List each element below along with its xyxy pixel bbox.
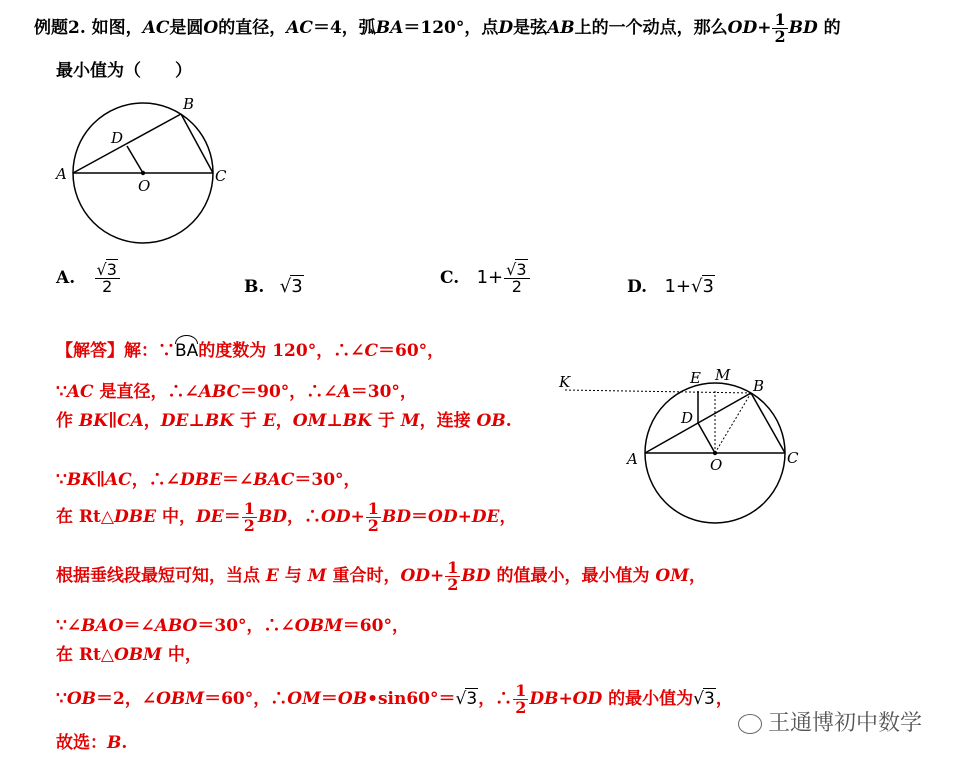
segment-od <box>698 423 715 453</box>
math-var: ABC <box>198 382 241 402</box>
segment-ob <box>715 393 751 453</box>
solution-text: ∵ <box>56 382 67 402</box>
radicand: 3 <box>516 260 527 279</box>
solution-text: ，∴ <box>478 689 513 709</box>
math-var: OB <box>66 689 97 709</box>
math-var: BK∥CA <box>78 411 144 431</box>
chord-bc <box>181 114 213 173</box>
problem-text: 的 <box>823 18 841 38</box>
solution-text: 的度数为 120°，∴∠ <box>198 341 365 361</box>
solution-text: ∵∠ <box>56 616 82 636</box>
math-var: BAO <box>81 616 124 636</box>
solution-text: 作 <box>56 411 79 431</box>
solution-text: ， <box>143 411 161 431</box>
solution-line-3 <box>56 410 512 432</box>
fraction-half <box>513 683 528 716</box>
solution-text: 重合时， <box>326 566 401 586</box>
fraction-half <box>242 501 257 534</box>
solution-line-2 <box>56 381 417 403</box>
arc-ba <box>175 340 198 362</box>
math-var: BD <box>381 507 412 527</box>
solution-text: 是直径，∴∠ <box>93 382 199 402</box>
problem-text: 的直径， <box>218 18 287 38</box>
option-c[interactable] <box>440 262 531 295</box>
problem-text: 是圆 <box>169 18 204 38</box>
problem-text: 是弦 <box>513 18 548 38</box>
problem-text: 上的一个动点，那么 <box>574 18 728 38</box>
math-var: E <box>262 411 276 431</box>
math-var: OD+DE <box>428 507 500 527</box>
frac-den: 2 <box>511 277 522 296</box>
option-d-prefix: 1+ <box>664 276 692 297</box>
solution-text: ＝ <box>223 507 241 527</box>
center-point <box>713 451 717 455</box>
solution-text: ＝∠ <box>222 470 254 490</box>
solution-text: ，连接 <box>419 411 477 431</box>
fraction-half <box>366 501 381 534</box>
solution-line-7 <box>56 615 409 637</box>
radicand: 3 <box>704 689 715 709</box>
frac-den: 2 <box>102 277 113 296</box>
solution-text: ＝60°， <box>377 341 445 361</box>
solution-text: ＝ <box>320 689 338 709</box>
solution-text: ∵ <box>56 689 67 709</box>
math-var: OM <box>292 411 327 431</box>
math-var: OB <box>337 689 368 709</box>
math-var: OD+ <box>400 566 445 586</box>
solution-text: 的最小值为 <box>602 689 694 709</box>
solution-line-5 <box>56 501 517 534</box>
solution-text: 的值最小，最小值为 <box>490 566 656 586</box>
solution-text: ∵ <box>56 470 67 490</box>
solution-text: 于 <box>233 411 263 431</box>
radicand: 3 <box>291 276 303 297</box>
segment-od <box>127 146 143 173</box>
solution-text: 故选： <box>56 733 107 753</box>
fraction-half <box>772 12 787 45</box>
solution-text: . <box>505 411 512 431</box>
chord-ab <box>73 114 181 173</box>
label-k: K <box>559 373 571 391</box>
option-b[interactable] <box>244 276 304 297</box>
option-a[interactable] <box>56 262 121 295</box>
solution-text: ， <box>689 566 707 586</box>
math-var: BK∥AC <box>66 470 132 490</box>
math-var: BK <box>204 411 234 431</box>
math-var: OBM <box>113 645 162 665</box>
frac-num: 1 <box>774 10 786 29</box>
wechat-icon <box>738 714 762 734</box>
radicand: 3 <box>466 689 478 709</box>
solution-line-6 <box>56 560 706 593</box>
frac-den: 2 <box>515 698 527 717</box>
math-var: E <box>265 566 279 586</box>
math-var: BK <box>342 411 372 431</box>
solution-text: ⊥ <box>326 411 343 431</box>
frac-num: 1 <box>447 558 459 577</box>
solution-text: 与 <box>278 566 308 586</box>
frac-num: 1 <box>515 681 527 700</box>
label-e: E <box>690 369 701 387</box>
math-var: DBE <box>113 507 157 527</box>
solution-text: 中， <box>161 645 202 665</box>
sqrt-3: √3 <box>693 689 715 709</box>
problem-text: 如图， <box>91 18 143 38</box>
label-a: A <box>56 165 67 183</box>
solution-text: ⊥ <box>188 411 205 431</box>
math-var: BD <box>788 18 818 38</box>
solution-line-9 <box>56 683 733 716</box>
frac-num: 1 <box>367 499 379 518</box>
fraction-half <box>445 560 460 593</box>
frac-den: 2 <box>243 516 255 535</box>
math-var: ABO <box>154 616 198 636</box>
solution-text: ＝ <box>411 507 429 527</box>
option-c-prefix: 1+ <box>476 267 504 288</box>
radicand: 3 <box>106 260 117 279</box>
math-var: OM <box>287 689 321 709</box>
option-c-label: C. <box>440 268 460 288</box>
math-var: OBM <box>156 689 205 709</box>
solution-text: . <box>121 733 128 753</box>
problem-line-1 <box>34 12 841 45</box>
math-var: OBM <box>294 616 343 636</box>
solution-text: ， <box>275 411 293 431</box>
solution-text: 中， <box>156 507 196 527</box>
figure-2-circle-diagram <box>555 360 815 535</box>
solution-text: 【解答】解：∵ <box>56 341 175 361</box>
math-var: BD <box>461 566 491 586</box>
math-var: O <box>203 18 219 38</box>
solution-line-8 <box>56 644 202 666</box>
solution-text: 于 <box>371 411 401 431</box>
solution-text: 在 Rt△ <box>56 507 114 527</box>
math-var: OB <box>476 411 506 431</box>
frac-den: 2 <box>447 575 459 594</box>
radicand: 3 <box>702 276 714 297</box>
math-var: B <box>107 733 122 753</box>
math-var: BD <box>257 507 287 527</box>
math-var: BA <box>375 18 404 38</box>
math-var: M <box>307 566 327 586</box>
line-bk <box>565 390 751 393</box>
option-d-value: √3 <box>691 276 714 297</box>
sqrt-3: √3 <box>455 689 478 709</box>
option-a-label: A. <box>56 268 76 288</box>
option-d[interactable] <box>627 276 715 297</box>
problem-text: ＝120°，点 <box>403 18 499 38</box>
label-c: C <box>787 449 799 467</box>
solution-text: •sin60°＝ <box>367 689 456 709</box>
solution-text: ＝90°，∴∠ <box>240 382 338 402</box>
label-m: M <box>715 366 731 384</box>
math-var: OM <box>655 566 690 586</box>
math-var: DE <box>195 507 224 527</box>
solution-text: ＝2，∠ <box>96 689 157 709</box>
solution-text: ＝30°， <box>350 382 417 402</box>
option-a-value: $\frac{√3}{2}$ <box>95 262 120 295</box>
math-var: AB <box>547 18 575 38</box>
math-var: M <box>400 411 420 431</box>
solution-text: 根据垂线段最短可知，当点 <box>56 566 266 586</box>
solution-text: ， <box>715 689 733 709</box>
option-b-label: B. <box>244 277 265 297</box>
frac-den: 2 <box>774 27 786 46</box>
arc-label: BA <box>175 341 199 361</box>
solution-text: ，∴ <box>286 507 321 527</box>
watermark-text: 王通博初中数学 <box>768 711 923 736</box>
math-var: DB+OD <box>529 689 603 709</box>
math-var: D <box>498 18 514 38</box>
solution-line-1 <box>56 340 444 362</box>
solution-text: ＝60°，∴ <box>204 689 288 709</box>
solution-text: ＝60°， <box>342 616 409 636</box>
math-var: A <box>337 382 351 402</box>
solution-text: ＝∠ <box>123 616 155 636</box>
option-b-value: √3 <box>279 276 303 297</box>
math-var: C <box>364 341 378 361</box>
label-c: C <box>215 167 227 185</box>
math-var: AC <box>66 382 94 402</box>
problem-line-2: 最小值为（ ） <box>56 61 192 81</box>
solution-line-10 <box>56 732 127 754</box>
label-d: D <box>681 409 694 427</box>
solution-text: ， <box>499 507 517 527</box>
solution-text: ，∴∠ <box>131 470 180 490</box>
center-point <box>141 171 145 175</box>
math-var: OD+ <box>320 507 365 527</box>
figure-1-circle-diagram <box>50 95 250 255</box>
math-var: DBE <box>179 470 223 490</box>
frac-den: 2 <box>367 516 379 535</box>
math-var: AC <box>286 18 313 38</box>
solution-text: 在 Rt△ <box>56 645 114 665</box>
math-var: OD+ <box>727 18 772 38</box>
math-var: BAC <box>253 470 295 490</box>
solution-text: ＝30°， <box>294 470 361 490</box>
label-a: A <box>627 450 638 468</box>
solution-text: ＝30°，∴∠ <box>197 616 295 636</box>
problem-label: 例题2. <box>34 18 86 38</box>
option-c-value: $\frac{√3}{2}$ <box>504 262 529 295</box>
frac-num: 1 <box>243 499 255 518</box>
watermark <box>738 706 922 737</box>
math-var: AC <box>142 18 170 38</box>
label-o: O <box>710 456 723 474</box>
solution-line-4 <box>56 469 361 491</box>
label-b: B <box>753 377 765 395</box>
option-d-label: D. <box>627 277 648 297</box>
chord-bc <box>751 393 785 453</box>
label-d: D <box>111 129 124 147</box>
math-var: DE <box>160 411 189 431</box>
label-b: B <box>183 95 195 113</box>
label-o: O <box>138 177 151 195</box>
problem-text: ＝4，弧 <box>312 18 376 38</box>
